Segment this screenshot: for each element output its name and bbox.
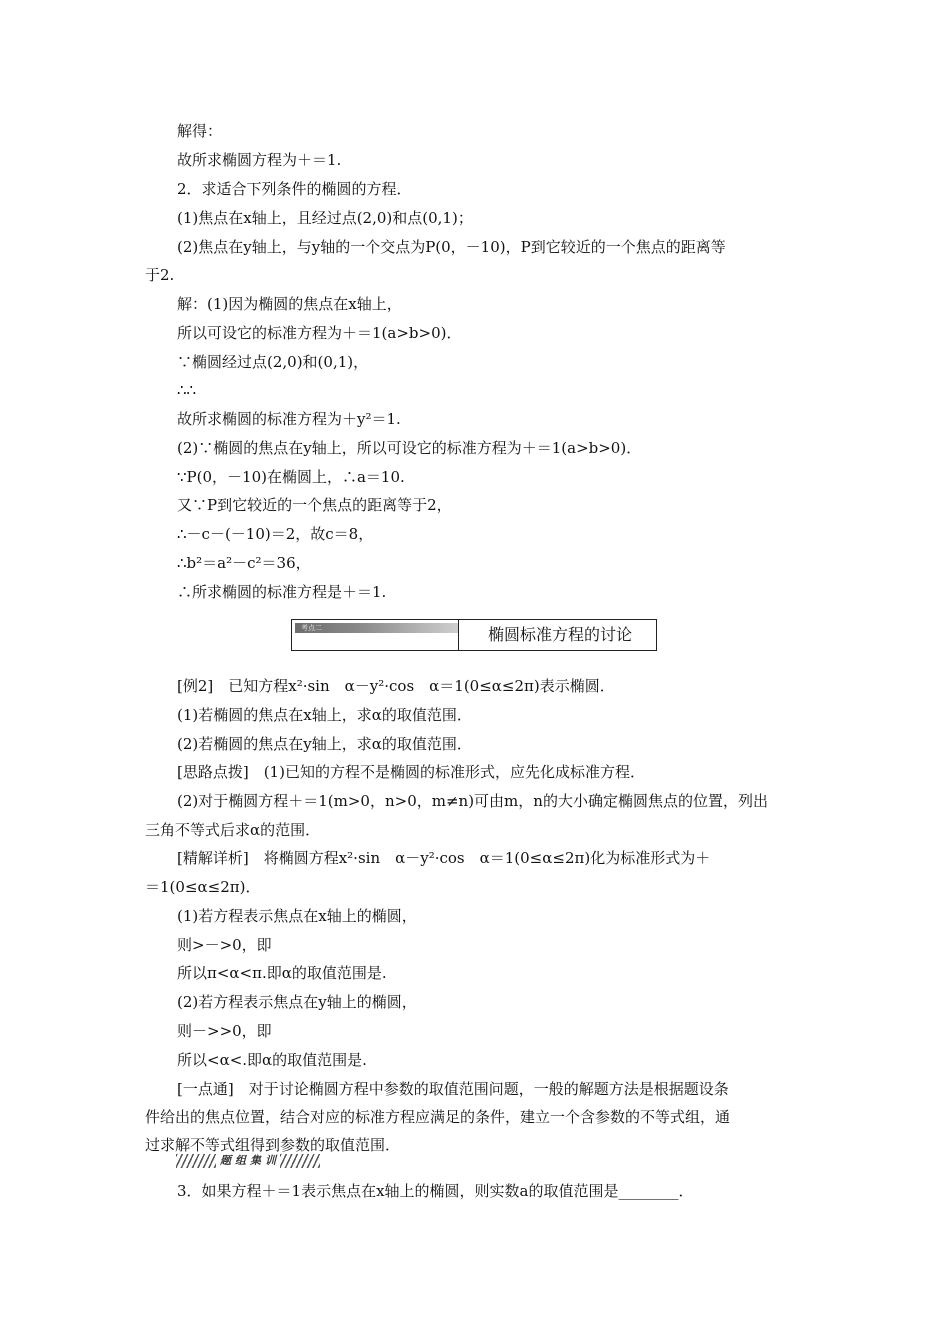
text-line: 故所求椭圆方程为＋＝1. — [177, 151, 342, 169]
text-line: 则>－>0，即 — [177, 936, 272, 954]
text-line: 解：(1)因为椭圆的焦点在x轴上， — [177, 295, 402, 313]
text-line: (2)∵椭圆的焦点在y轴上，所以可设它的标准方程为＋＝1(a>b>0)． — [177, 439, 642, 457]
text-line: (2)焦点在y轴上，与y轴的一个交点为P(0，－10)，P到它较近的一个焦点的距离等 — [177, 238, 726, 256]
section-header — [291, 619, 657, 651]
text-line: 过求解不等式组得到参数的取值范围． — [145, 1136, 401, 1154]
question-3: 3．如果方程＋＝1表示焦点在x轴上的椭圆，则实数a的取值范围是________． — [177, 1182, 694, 1200]
text-line: ∵P(0，－10)在椭圆上，∴a＝10. — [177, 468, 405, 486]
text-line: ∴－c－(－10)＝2，故c＝8， — [177, 525, 374, 543]
text-line: [例2] 已知方程x²·sin α－y²·cos α＝1(0≤α≤2π)表示椭圆． — [177, 677, 615, 695]
text-line: 则－>>0，即 — [177, 1022, 272, 1040]
text-line: 三角不等式后求α的范围． — [145, 821, 321, 839]
section-tag — [295, 623, 458, 633]
text-line: (1)若方程表示焦点在x轴上的椭圆， — [177, 907, 417, 925]
text-line: 所以可设它的标准方程为＋＝1(a>b>0)． — [177, 324, 462, 342]
practice-tag-label: 题组集训 — [220, 1154, 280, 1167]
text-line: 2．求适合下列条件的椭圆的方程． — [177, 180, 412, 198]
text-line: [一点通] 对于讨论椭圆方程中参数的取值范围问题，一般的解题方法是根据题设条 — [177, 1080, 729, 1098]
text-line: (1)焦点在x轴上，且经过点(2,0)和点(0,1)； — [177, 209, 473, 227]
text-line: 所以<α<.即α的取值范围是. — [177, 1051, 367, 1069]
text-line: ∵椭圆经过点(2,0)和(0,1)， — [177, 353, 369, 371]
text-line: (2)对于椭圆方程＋＝1(m>0，n>0，m≠n)可由m，n的大小确定椭圆焦点的位置，列出 — [177, 792, 768, 810]
text-line: 故所求椭圆的标准方程为＋y²＝1. — [177, 410, 401, 428]
section-title: 椭圆标准方程的讨论 — [488, 625, 633, 644]
text-line: [精解详析] 将椭圆方程x²·sin α－y²·cos α＝1(0≤α≤2π)化为标准形式为＋ — [177, 849, 711, 867]
text-line: 件给出的焦点位置，结合对应的标准方程应满足的条件，建立一个含参数的不等式组，通 — [145, 1108, 731, 1126]
text-line: ∴b²＝a²－c²＝36， — [177, 554, 311, 572]
text-line: (2)若椭圆的焦点在y轴上，求α的取值范围． — [177, 735, 472, 753]
text-line: 又∵P到它较近的一个焦点的距离等于2， — [177, 496, 452, 514]
stripe-decoration — [176, 1154, 216, 1168]
text-line: 于2. — [145, 266, 175, 284]
section-tag-label: 考点二 — [301, 624, 322, 632]
practice-tag — [176, 1154, 316, 1168]
text-line: 解得： — [177, 122, 223, 140]
text-line: [思路点拨] (1)已知的方程不是椭圆的标准形式，应先化成标准方程． — [177, 763, 645, 781]
text-line: (1)若椭圆的焦点在x轴上，求α的取值范围． — [177, 706, 472, 724]
text-line: ∴所求椭圆的标准方程是＋＝1. — [177, 583, 387, 601]
section-divider — [458, 620, 459, 650]
stripe-decoration — [280, 1154, 320, 1168]
text-line: (2)若方程表示焦点在y轴上的椭圆， — [177, 993, 417, 1011]
text-line: ∴∴ — [177, 381, 197, 399]
text-line: 所以π<α<π.即α的取值范围是. — [177, 964, 387, 982]
text-line: ＝1(0≤α≤2π)． — [145, 878, 261, 896]
